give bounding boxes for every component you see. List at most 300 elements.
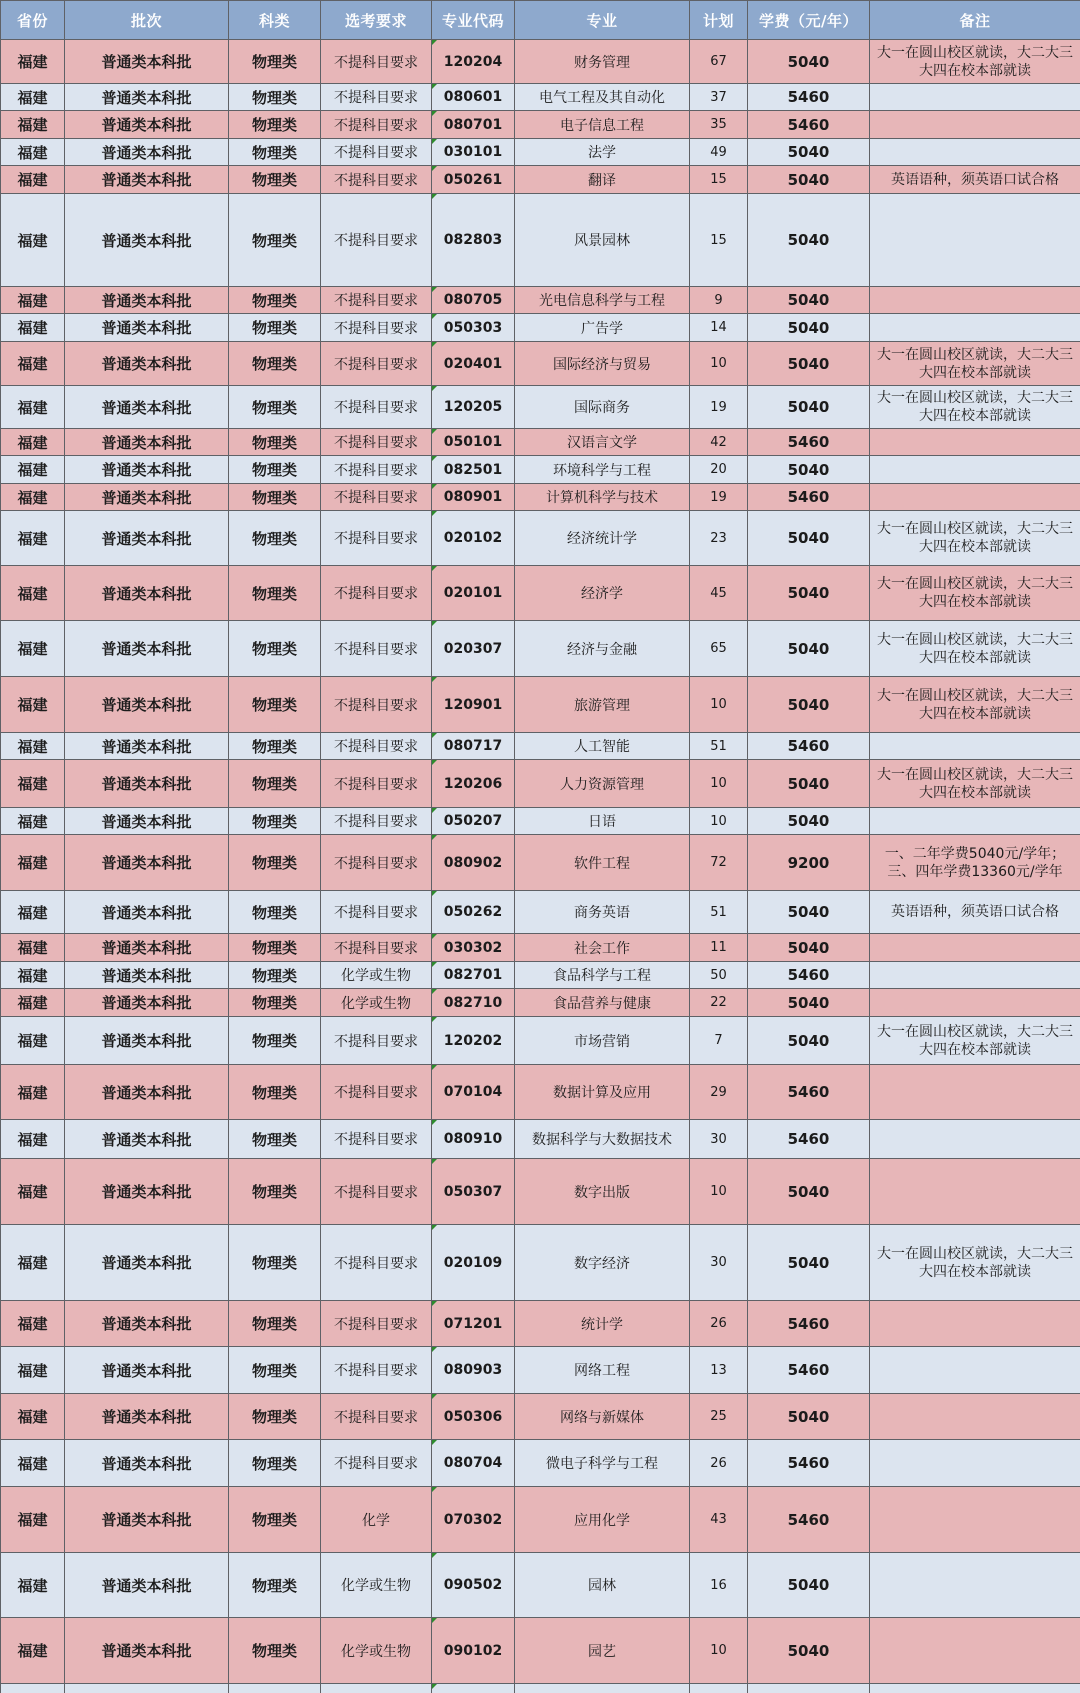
cell-major[interactable]: 汉语言文学 [515, 429, 690, 456]
cell-category[interactable]: 物理类 [229, 677, 321, 733]
cell-code[interactable]: 050207 [432, 808, 515, 835]
cell-category[interactable]: 物理类 [229, 111, 321, 139]
cell-requirement[interactable]: 不提科目要求 [321, 287, 432, 314]
cell-province[interactable]: 福建 [1, 1065, 65, 1120]
cell-batch[interactable]: 普通类本科批 [65, 677, 229, 733]
cell-fee[interactable]: 5040 [748, 1017, 870, 1065]
cell-fee[interactable]: 5460 [748, 1120, 870, 1159]
cell-plan[interactable]: 15 [690, 166, 748, 194]
cell-requirement[interactable]: 不提科目要求 [321, 677, 432, 733]
cell-category[interactable]: 物理类 [229, 566, 321, 621]
cell-requirement[interactable]: 不提科目要求 [321, 314, 432, 342]
cell-province[interactable]: 福建 [1, 808, 65, 835]
cell-plan[interactable]: 65 [690, 621, 748, 677]
cell-requirement[interactable]: 不提科目要求 [321, 934, 432, 962]
cell-batch[interactable]: 普通类本科批 [65, 1440, 229, 1487]
cell-note[interactable] [870, 934, 1080, 962]
cell-major[interactable]: 光电信息科学与工程 [515, 287, 690, 314]
cell-fee[interactable]: 5040 [748, 456, 870, 484]
cell-category[interactable]: 物理类 [229, 733, 321, 760]
cell-major[interactable]: 应用化学 [515, 1487, 690, 1553]
cell-code[interactable]: 120202 [432, 1017, 515, 1065]
cell-note[interactable]: 大一在圆山校区就读，大二大三大四在校本部就读 [870, 1225, 1080, 1301]
cell-batch[interactable]: 普通类本科批 [65, 511, 229, 566]
cell-province[interactable]: 福建 [1, 314, 65, 342]
cell-category[interactable]: 物理类 [229, 1225, 321, 1301]
cell-province[interactable]: 福建 [1, 40, 65, 84]
cell-category[interactable]: 物理类 [229, 1017, 321, 1065]
cell-requirement[interactable]: 不提科目要求 [321, 139, 432, 166]
cell-plan[interactable]: 26 [690, 1301, 748, 1347]
cell-requirement[interactable]: 不提科目要求 [321, 111, 432, 139]
cell-note[interactable] [870, 194, 1080, 287]
cell-fee[interactable]: 5040 [748, 342, 870, 386]
cell-fee[interactable]: 5460 [748, 1065, 870, 1120]
cell-plan[interactable]: 10 [690, 760, 748, 808]
cell-category[interactable]: 物理类 [229, 934, 321, 962]
cell-province[interactable]: 福建 [1, 456, 65, 484]
cell-requirement[interactable]: 不提科目要求 [321, 891, 432, 934]
cell-requirement[interactable]: 不提科目要求 [321, 808, 432, 835]
cell-code[interactable]: 050101 [432, 429, 515, 456]
cell-major[interactable]: 数字出版 [515, 1159, 690, 1225]
cell-fee[interactable]: 5040 [748, 139, 870, 166]
cell-code[interactable]: 050307 [432, 1159, 515, 1225]
cell-code[interactable]: 090102 [432, 1618, 515, 1684]
cell-requirement[interactable]: 不提科目要求 [321, 166, 432, 194]
cell-code[interactable]: 020109 [432, 1225, 515, 1301]
cell-category[interactable]: 物理类 [229, 1159, 321, 1225]
cell-major[interactable]: 翻译 [515, 166, 690, 194]
cell-batch[interactable]: 普通类本科批 [65, 808, 229, 835]
cell-province[interactable]: 福建 [1, 1225, 65, 1301]
cell-major[interactable]: 园林 [515, 1553, 690, 1618]
cell-fee[interactable]: 5460 [748, 111, 870, 139]
cell-fee[interactable]: 5460 [748, 84, 870, 111]
cell-batch[interactable]: 普通类本科批 [65, 1618, 229, 1684]
cell-major[interactable]: 食品营养与健康 [515, 989, 690, 1017]
cell-major[interactable]: 国际商务 [515, 386, 690, 429]
cell-batch[interactable]: 普通类本科批 [65, 111, 229, 139]
cell-province[interactable]: 福建 [1, 484, 65, 511]
cell-major[interactable]: 人力资源管理 [515, 760, 690, 808]
cell-fee[interactable]: 5460 [748, 1440, 870, 1487]
cell-plan[interactable]: 13 [690, 1347, 748, 1394]
cell-province[interactable]: 福建 [1, 962, 65, 989]
cell-requirement[interactable]: 不提科目要求 [321, 566, 432, 621]
cell-note[interactable]: 大一在圆山校区就读，大二大三大四在校本部就读 [870, 342, 1080, 386]
cell-province[interactable]: 福建 [1, 194, 65, 287]
cell-code[interactable]: 082501 [432, 456, 515, 484]
cell-fee[interactable]: 5040 [748, 40, 870, 84]
cell-requirement[interactable]: 不提科目要求 [321, 386, 432, 429]
cell-code[interactable]: 090502 [432, 1553, 515, 1618]
cell-fee[interactable]: 5040 [748, 1225, 870, 1301]
cell-batch[interactable]: 普通类本科批 [65, 733, 229, 760]
cell-category[interactable]: 物理类 [229, 891, 321, 934]
cell-major[interactable] [515, 1684, 690, 1693]
cell-batch[interactable]: 普通类本科批 [65, 934, 229, 962]
cell-batch[interactable]: 普通类本科批 [65, 962, 229, 989]
cell-fee[interactable]: 9200 [748, 835, 870, 891]
cell-province[interactable]: 福建 [1, 1618, 65, 1684]
cell-note[interactable]: 大一在圆山校区就读，大二大三大四在校本部就读 [870, 511, 1080, 566]
cell-category[interactable] [229, 1684, 321, 1693]
cell-plan[interactable]: 23 [690, 511, 748, 566]
cell-code[interactable]: 080704 [432, 1440, 515, 1487]
cell-plan[interactable]: 25 [690, 1394, 748, 1440]
cell-fee[interactable]: 5040 [748, 621, 870, 677]
cell-category[interactable]: 物理类 [229, 456, 321, 484]
cell-code[interactable]: 020102 [432, 511, 515, 566]
cell-note[interactable] [870, 1553, 1080, 1618]
cell-note[interactable]: 英语语种，须英语口试合格 [870, 166, 1080, 194]
cell-fee[interactable] [748, 1684, 870, 1693]
cell-requirement[interactable]: 不提科目要求 [321, 1065, 432, 1120]
cell-category[interactable]: 物理类 [229, 511, 321, 566]
cell-note[interactable] [870, 429, 1080, 456]
cell-batch[interactable] [65, 1684, 229, 1693]
cell-note[interactable] [870, 1618, 1080, 1684]
cell-major[interactable]: 旅游管理 [515, 677, 690, 733]
cell-batch[interactable]: 普通类本科批 [65, 1301, 229, 1347]
cell-plan[interactable]: 26 [690, 1440, 748, 1487]
cell-major[interactable]: 经济统计学 [515, 511, 690, 566]
cell-code[interactable]: 050306 [432, 1394, 515, 1440]
cell-note[interactable]: 大一在圆山校区就读，大二大三大四在校本部就读 [870, 677, 1080, 733]
cell-category[interactable]: 物理类 [229, 166, 321, 194]
cell-major[interactable]: 国际经济与贸易 [515, 342, 690, 386]
cell-category[interactable]: 物理类 [229, 386, 321, 429]
cell-requirement[interactable]: 化学或生物 [321, 962, 432, 989]
cell-requirement[interactable]: 不提科目要求 [321, 342, 432, 386]
cell-fee[interactable]: 5040 [748, 287, 870, 314]
cell-requirement[interactable]: 不提科目要求 [321, 1225, 432, 1301]
cell-plan[interactable]: 43 [690, 1487, 748, 1553]
cell-note[interactable] [870, 1159, 1080, 1225]
cell-note[interactable]: 大一在圆山校区就读，大二大三大四在校本部就读 [870, 386, 1080, 429]
cell-requirement[interactable]: 不提科目要求 [321, 484, 432, 511]
cell-note[interactable] [870, 1065, 1080, 1120]
cell-fee[interactable]: 5040 [748, 194, 870, 287]
cell-plan[interactable]: 15 [690, 194, 748, 287]
cell-requirement[interactable]: 不提科目要求 [321, 1347, 432, 1394]
cell-code[interactable]: 080601 [432, 84, 515, 111]
cell-category[interactable]: 物理类 [229, 1487, 321, 1553]
cell-category[interactable]: 物理类 [229, 1347, 321, 1394]
cell-note[interactable] [870, 287, 1080, 314]
cell-major[interactable]: 环境科学与工程 [515, 456, 690, 484]
cell-batch[interactable]: 普通类本科批 [65, 484, 229, 511]
cell-batch[interactable]: 普通类本科批 [65, 1394, 229, 1440]
cell-note[interactable] [870, 1684, 1080, 1693]
cell-major[interactable]: 软件工程 [515, 835, 690, 891]
cell-major[interactable]: 广告学 [515, 314, 690, 342]
cell-category[interactable]: 物理类 [229, 1394, 321, 1440]
cell-note[interactable]: 大一在圆山校区就读，大二大三大四在校本部就读 [870, 566, 1080, 621]
cell-province[interactable] [1, 1684, 65, 1693]
cell-requirement[interactable]: 化学或生物 [321, 1618, 432, 1684]
cell-note[interactable] [870, 1394, 1080, 1440]
cell-fee[interactable]: 5040 [748, 891, 870, 934]
cell-major[interactable]: 数据计算及应用 [515, 1065, 690, 1120]
cell-plan[interactable]: 51 [690, 733, 748, 760]
cell-province[interactable]: 福建 [1, 989, 65, 1017]
cell-requirement[interactable]: 不提科目要求 [321, 733, 432, 760]
cell-province[interactable]: 福建 [1, 1487, 65, 1553]
cell-province[interactable]: 福建 [1, 1159, 65, 1225]
cell-plan[interactable]: 37 [690, 84, 748, 111]
cell-province[interactable]: 福建 [1, 760, 65, 808]
cell-batch[interactable]: 普通类本科批 [65, 429, 229, 456]
cell-batch[interactable]: 普通类本科批 [65, 386, 229, 429]
cell-note[interactable] [870, 314, 1080, 342]
cell-note[interactable] [870, 484, 1080, 511]
cell-code[interactable]: 120204 [432, 40, 515, 84]
cell-category[interactable]: 物理类 [229, 1440, 321, 1487]
cell-requirement[interactable]: 不提科目要求 [321, 429, 432, 456]
cell-major[interactable]: 财务管理 [515, 40, 690, 84]
cell-code[interactable]: 082803 [432, 194, 515, 287]
cell-code[interactable]: 020401 [432, 342, 515, 386]
cell-province[interactable]: 福建 [1, 111, 65, 139]
cell-requirement[interactable]: 不提科目要求 [321, 511, 432, 566]
cell-province[interactable]: 福建 [1, 1301, 65, 1347]
cell-batch[interactable]: 普通类本科批 [65, 1487, 229, 1553]
cell-requirement[interactable]: 化学 [321, 1487, 432, 1553]
cell-requirement[interactable]: 不提科目要求 [321, 1394, 432, 1440]
cell-major[interactable]: 商务英语 [515, 891, 690, 934]
cell-code[interactable]: 080902 [432, 835, 515, 891]
cell-fee[interactable]: 5040 [748, 934, 870, 962]
cell-batch[interactable]: 普通类本科批 [65, 566, 229, 621]
cell-fee[interactable]: 5460 [748, 1301, 870, 1347]
cell-batch[interactable]: 普通类本科批 [65, 760, 229, 808]
cell-plan[interactable]: 11 [690, 934, 748, 962]
cell-province[interactable]: 福建 [1, 139, 65, 166]
cell-province[interactable]: 福建 [1, 1347, 65, 1394]
cell-plan[interactable]: 20 [690, 456, 748, 484]
cell-code[interactable]: 070104 [432, 1065, 515, 1120]
cell-note[interactable] [870, 733, 1080, 760]
cell-requirement[interactable]: 不提科目要求 [321, 1440, 432, 1487]
cell-category[interactable]: 物理类 [229, 760, 321, 808]
cell-note[interactable]: 一、二年学费5040元/学年；三、四年学费13360元/学年 [870, 835, 1080, 891]
cell-note[interactable] [870, 1487, 1080, 1553]
cell-major[interactable]: 社会工作 [515, 934, 690, 962]
cell-province[interactable]: 福建 [1, 166, 65, 194]
cell-note[interactable] [870, 1440, 1080, 1487]
cell-category[interactable]: 物理类 [229, 139, 321, 166]
cell-batch[interactable]: 普通类本科批 [65, 342, 229, 386]
cell-province[interactable]: 福建 [1, 934, 65, 962]
cell-requirement[interactable]: 不提科目要求 [321, 40, 432, 84]
cell-code[interactable]: 080903 [432, 1347, 515, 1394]
cell-plan[interactable]: 67 [690, 40, 748, 84]
cell-province[interactable]: 福建 [1, 386, 65, 429]
cell-batch[interactable]: 普通类本科批 [65, 891, 229, 934]
cell-major[interactable]: 人工智能 [515, 733, 690, 760]
cell-province[interactable]: 福建 [1, 511, 65, 566]
cell-province[interactable]: 福建 [1, 566, 65, 621]
cell-plan[interactable]: 10 [690, 677, 748, 733]
cell-category[interactable]: 物理类 [229, 429, 321, 456]
cell-requirement[interactable]: 化学或生物 [321, 989, 432, 1017]
cell-category[interactable]: 物理类 [229, 621, 321, 677]
cell-fee[interactable]: 5040 [748, 677, 870, 733]
cell-category[interactable]: 物理类 [229, 314, 321, 342]
cell-note[interactable] [870, 111, 1080, 139]
cell-major[interactable]: 市场营销 [515, 1017, 690, 1065]
cell-note[interactable] [870, 1120, 1080, 1159]
cell-batch[interactable]: 普通类本科批 [65, 1065, 229, 1120]
cell-fee[interactable]: 5040 [748, 1553, 870, 1618]
cell-plan[interactable]: 22 [690, 989, 748, 1017]
cell-province[interactable]: 福建 [1, 84, 65, 111]
cell-fee[interactable]: 5040 [748, 566, 870, 621]
cell-fee[interactable]: 5040 [748, 1394, 870, 1440]
cell-plan[interactable]: 72 [690, 835, 748, 891]
cell-code[interactable] [432, 1684, 515, 1693]
cell-batch[interactable]: 普通类本科批 [65, 1017, 229, 1065]
cell-requirement[interactable]: 不提科目要求 [321, 84, 432, 111]
cell-requirement[interactable]: 不提科目要求 [321, 456, 432, 484]
cell-province[interactable]: 福建 [1, 287, 65, 314]
cell-province[interactable]: 福建 [1, 1394, 65, 1440]
cell-batch[interactable]: 普通类本科批 [65, 456, 229, 484]
cell-plan[interactable]: 49 [690, 139, 748, 166]
cell-plan[interactable]: 51 [690, 891, 748, 934]
cell-major[interactable]: 数字经济 [515, 1225, 690, 1301]
cell-plan[interactable]: 42 [690, 429, 748, 456]
cell-province[interactable]: 福建 [1, 891, 65, 934]
cell-plan[interactable]: 19 [690, 484, 748, 511]
cell-category[interactable]: 物理类 [229, 962, 321, 989]
cell-province[interactable]: 福建 [1, 677, 65, 733]
cell-major[interactable]: 计算机科学与技术 [515, 484, 690, 511]
cell-province[interactable]: 福建 [1, 621, 65, 677]
cell-major[interactable]: 日语 [515, 808, 690, 835]
cell-note[interactable]: 英语语种，须英语口试合格 [870, 891, 1080, 934]
cell-note[interactable] [870, 989, 1080, 1017]
cell-plan[interactable]: 10 [690, 1618, 748, 1684]
cell-requirement[interactable]: 不提科目要求 [321, 1017, 432, 1065]
cell-code[interactable]: 030101 [432, 139, 515, 166]
cell-batch[interactable]: 普通类本科批 [65, 1225, 229, 1301]
cell-batch[interactable]: 普通类本科批 [65, 166, 229, 194]
cell-province[interactable]: 福建 [1, 1017, 65, 1065]
cell-plan[interactable]: 9 [690, 287, 748, 314]
cell-major[interactable]: 食品科学与工程 [515, 962, 690, 989]
cell-requirement[interactable]: 不提科目要求 [321, 760, 432, 808]
cell-fee[interactable]: 5040 [748, 808, 870, 835]
cell-code[interactable]: 020307 [432, 621, 515, 677]
cell-fee[interactable]: 5040 [748, 760, 870, 808]
cell-major[interactable]: 微电子科学与工程 [515, 1440, 690, 1487]
cell-code[interactable]: 082710 [432, 989, 515, 1017]
cell-major[interactable]: 风景园林 [515, 194, 690, 287]
cell-category[interactable]: 物理类 [229, 1553, 321, 1618]
cell-major[interactable]: 法学 [515, 139, 690, 166]
cell-code[interactable]: 020101 [432, 566, 515, 621]
cell-code[interactable]: 080717 [432, 733, 515, 760]
cell-note[interactable] [870, 962, 1080, 989]
cell-batch[interactable]: 普通类本科批 [65, 84, 229, 111]
cell-plan[interactable]: 19 [690, 386, 748, 429]
cell-category[interactable]: 物理类 [229, 1301, 321, 1347]
cell-requirement[interactable]: 不提科目要求 [321, 835, 432, 891]
cell-major[interactable]: 统计学 [515, 1301, 690, 1347]
cell-batch[interactable]: 普通类本科批 [65, 1347, 229, 1394]
cell-plan[interactable]: 10 [690, 342, 748, 386]
cell-plan[interactable]: 30 [690, 1120, 748, 1159]
cell-requirement[interactable]: 不提科目要求 [321, 194, 432, 287]
cell-plan[interactable] [690, 1684, 748, 1693]
cell-fee[interactable]: 5040 [748, 386, 870, 429]
cell-batch[interactable]: 普通类本科批 [65, 989, 229, 1017]
cell-province[interactable]: 福建 [1, 835, 65, 891]
cell-plan[interactable]: 45 [690, 566, 748, 621]
cell-category[interactable]: 物理类 [229, 989, 321, 1017]
cell-code[interactable]: 080910 [432, 1120, 515, 1159]
cell-major[interactable]: 网络与新媒体 [515, 1394, 690, 1440]
cell-category[interactable]: 物理类 [229, 808, 321, 835]
cell-note[interactable]: 大一在圆山校区就读，大二大三大四在校本部就读 [870, 1017, 1080, 1065]
cell-plan[interactable]: 50 [690, 962, 748, 989]
cell-code[interactable]: 071201 [432, 1301, 515, 1347]
cell-province[interactable]: 福建 [1, 342, 65, 386]
cell-fee[interactable]: 5460 [748, 1347, 870, 1394]
cell-province[interactable]: 福建 [1, 1553, 65, 1618]
cell-major[interactable]: 经济与金融 [515, 621, 690, 677]
cell-note[interactable]: 大一在圆山校区就读，大二大三大四在校本部就读 [870, 621, 1080, 677]
cell-category[interactable]: 物理类 [229, 287, 321, 314]
cell-batch[interactable]: 普通类本科批 [65, 194, 229, 287]
cell-code[interactable]: 030302 [432, 934, 515, 962]
cell-note[interactable] [870, 84, 1080, 111]
cell-fee[interactable]: 5460 [748, 1487, 870, 1553]
cell-batch[interactable]: 普通类本科批 [65, 314, 229, 342]
cell-requirement[interactable]: 不提科目要求 [321, 1301, 432, 1347]
cell-major[interactable]: 电子信息工程 [515, 111, 690, 139]
cell-batch[interactable]: 普通类本科批 [65, 287, 229, 314]
cell-fee[interactable]: 5460 [748, 429, 870, 456]
cell-plan[interactable]: 16 [690, 1553, 748, 1618]
cell-requirement[interactable]: 化学或生物 [321, 1553, 432, 1618]
cell-fee[interactable]: 5040 [748, 1618, 870, 1684]
cell-category[interactable]: 物理类 [229, 484, 321, 511]
cell-major[interactable]: 园艺 [515, 1618, 690, 1684]
cell-requirement[interactable] [321, 1684, 432, 1693]
cell-plan[interactable]: 7 [690, 1017, 748, 1065]
cell-category[interactable]: 物理类 [229, 1065, 321, 1120]
cell-code[interactable]: 082701 [432, 962, 515, 989]
cell-province[interactable]: 福建 [1, 1120, 65, 1159]
cell-plan[interactable]: 10 [690, 808, 748, 835]
cell-note[interactable] [870, 139, 1080, 166]
cell-fee[interactable]: 5460 [748, 484, 870, 511]
cell-code[interactable]: 120205 [432, 386, 515, 429]
cell-requirement[interactable]: 不提科目要求 [321, 1120, 432, 1159]
cell-category[interactable]: 物理类 [229, 194, 321, 287]
cell-province[interactable]: 福建 [1, 429, 65, 456]
cell-batch[interactable]: 普通类本科批 [65, 1553, 229, 1618]
cell-note[interactable] [870, 808, 1080, 835]
cell-fee[interactable]: 5040 [748, 314, 870, 342]
cell-category[interactable]: 物理类 [229, 1618, 321, 1684]
cell-code[interactable]: 120901 [432, 677, 515, 733]
cell-note[interactable]: 大一在圆山校区就读，大二大三大四在校本部就读 [870, 40, 1080, 84]
